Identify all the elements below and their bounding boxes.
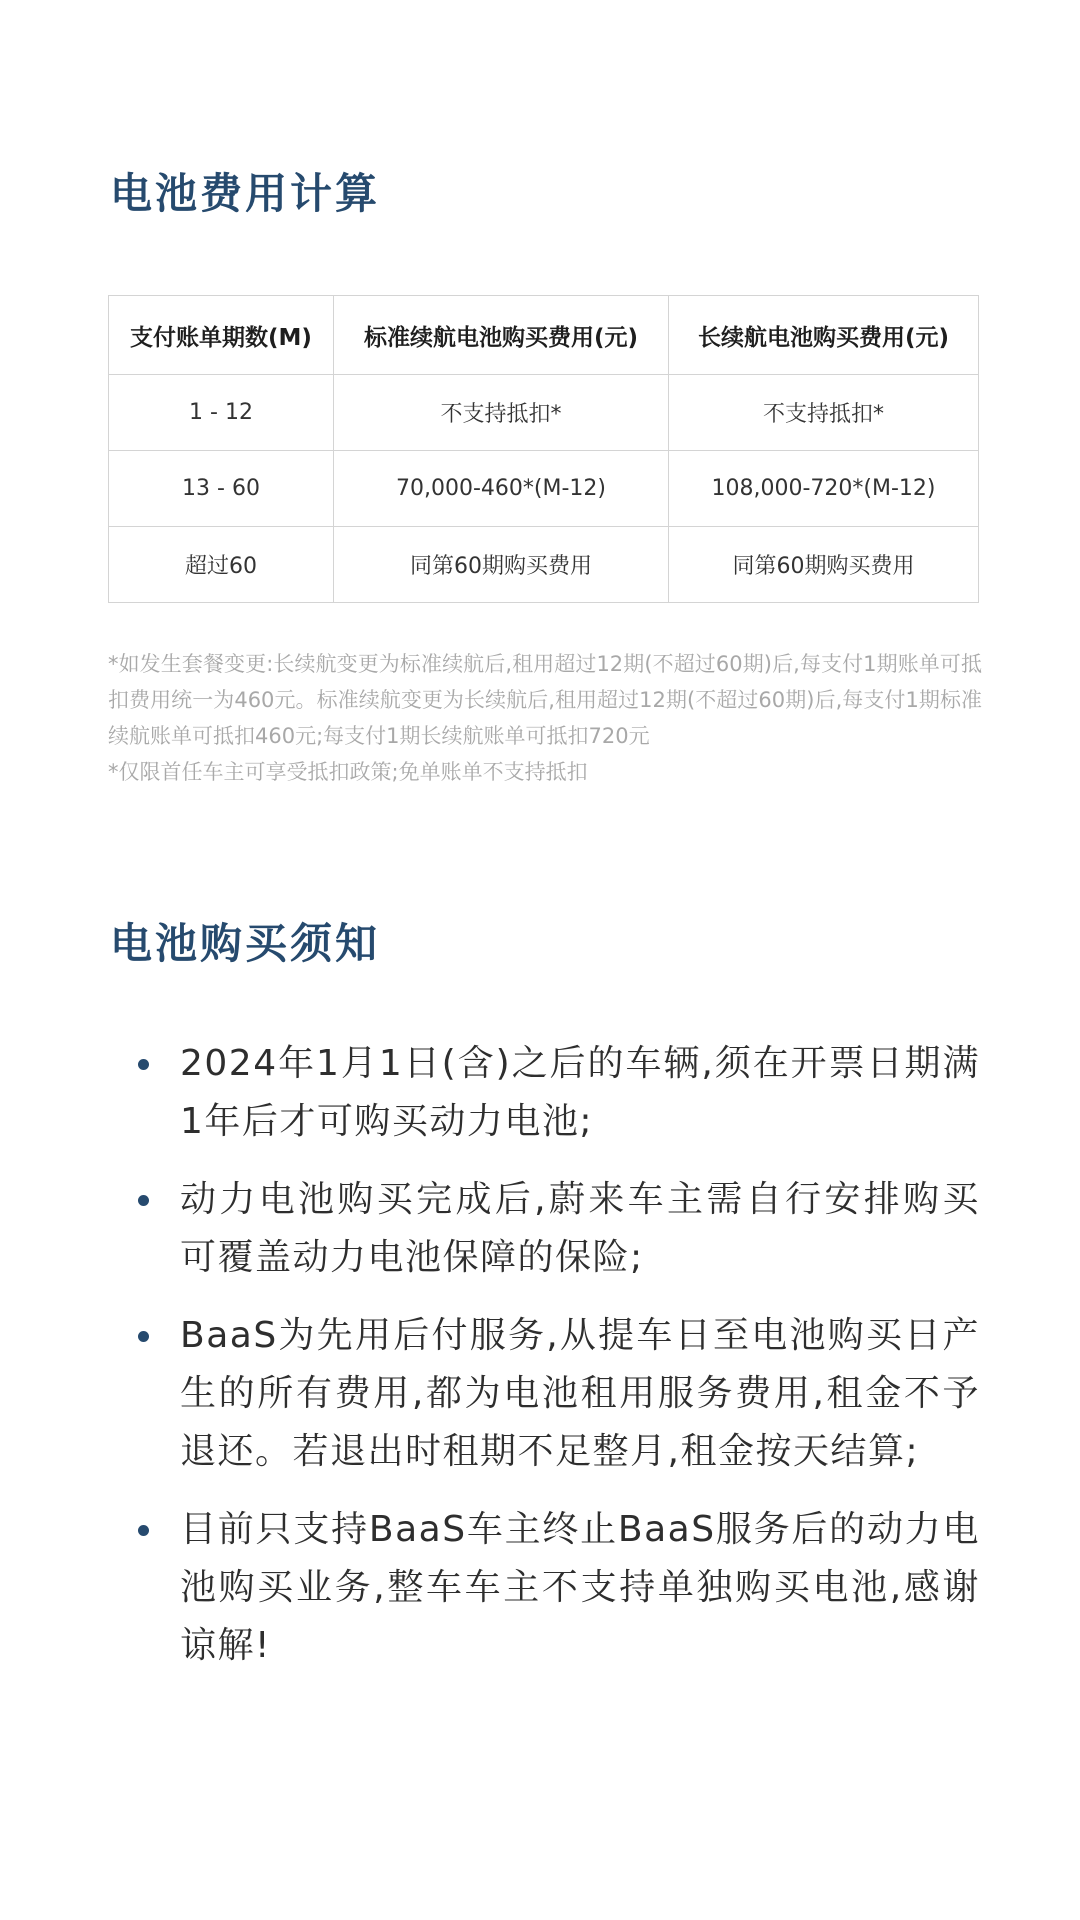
bullet-icon	[138, 1195, 149, 1206]
column-header-billing-periods: 支付账单期数(M)	[109, 296, 334, 375]
table-cell-periods: 超过60	[109, 527, 334, 603]
footnote-plan-change: *如发生套餐变更:长续航变更为标准续航后,租用超过12期(不超过60期)后,每支付1期账单可抵扣费用统一为460元。标准续航变更为长续航后,租用超过12期(不超过60期)后,每支付1期标准续航账单可抵扣460元;每支付1期长续航账单可抵扣720元	[108, 652, 982, 748]
table-row	[109, 451, 979, 527]
bullet-icon	[138, 1059, 149, 1070]
list-item	[110, 1501, 980, 1675]
table-cell-periods: 1 - 12	[109, 375, 334, 451]
list-item-text: BaaS为先用后付服务,从提车日至电池购买日产生的所有费用,都为电池租用服务费用,租金不予退还。若退出时租期不足整月,租金按天结算;	[180, 1315, 980, 1472]
list-item-text: 2024年1月1日(含)之后的车辆,须在开票日期满1年后才可购买动力电池;	[180, 1043, 980, 1142]
table-cell-standard-cost: 70,000-460*(M-12)	[334, 451, 669, 527]
column-header-long-range-cost: 长续航电池购买费用(元)	[669, 296, 979, 375]
bullet-icon	[138, 1331, 149, 1342]
table-cell-periods: 13 - 60	[109, 451, 334, 527]
bullet-icon	[138, 1525, 149, 1536]
table-cell-standard-cost: 不支持抵扣*	[334, 375, 669, 451]
table-cell-long-cost: 108,000-720*(M-12)	[669, 451, 979, 527]
table-cell-long-cost: 同第60期购买费用	[669, 527, 979, 603]
table-row	[109, 527, 979, 603]
column-header-standard-range-cost: 标准续航电池购买费用(元)	[334, 296, 669, 375]
list-item	[110, 1171, 980, 1287]
section-title-purchase-notice: 电池购买须知	[110, 919, 381, 968]
list-item	[110, 1307, 980, 1481]
footnote-first-owner: *仅限首任车主可享受抵扣政策;免单账单不支持抵扣	[108, 760, 588, 784]
section-title-battery-cost: 电池费用计算	[110, 169, 381, 218]
battery-cost-table	[108, 295, 979, 603]
table-header-row	[109, 296, 979, 375]
footnotes	[108, 646, 982, 790]
list-item-text: 动力电池购买完成后,蔚来车主需自行安排购买可覆盖动力电池保障的保险;	[180, 1179, 980, 1278]
table-cell-standard-cost: 同第60期购买费用	[334, 527, 669, 603]
table-cell-long-cost: 不支持抵扣*	[669, 375, 979, 451]
purchase-notice-list	[110, 1035, 980, 1695]
list-item	[110, 1035, 980, 1151]
table-row	[109, 375, 979, 451]
list-item-text: 目前只支持BaaS车主终止BaaS服务后的动力电池购买业务,整车车主不支持单独购买电池,感谢谅解!	[180, 1509, 980, 1666]
